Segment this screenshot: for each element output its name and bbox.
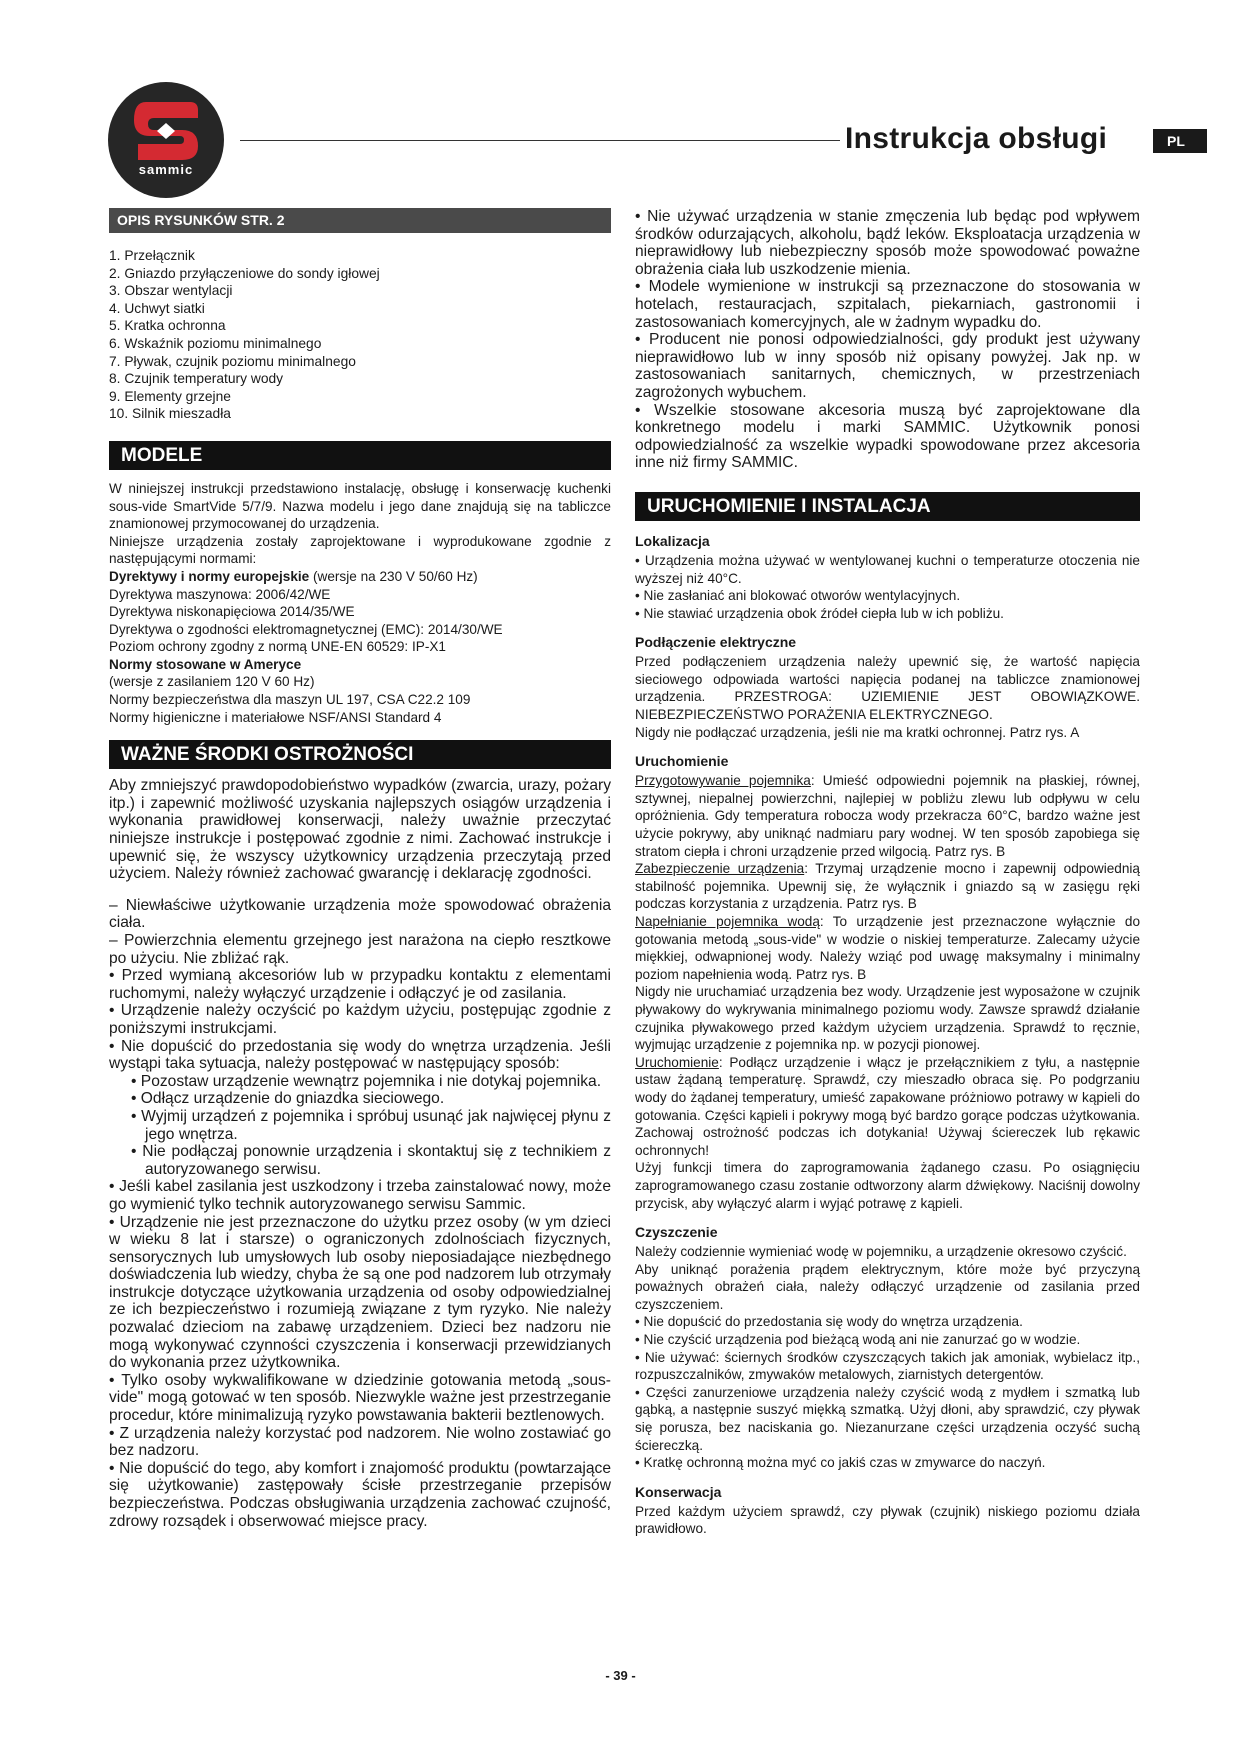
uru-label: Uruchomienie — [635, 1054, 719, 1070]
clean-line: • Części zanurzeniowe urządzenia należy czyścić wodą z mydłem i szmatką lub gąbką, a następnie suszyć miękką szmatką. Użyj dłoni, aby sprawdzić, czy pływak się porusza, bez naciskania go. Niezanurzane części urządzenia oczyść suchą ściereczką. — [635, 1384, 1140, 1453]
elektryczne-section — [635, 634, 1140, 741]
header-rule — [240, 140, 840, 141]
eu-line: Dyrektywa maszynowa: 2006/42/WE — [109, 586, 331, 602]
eu-line: Dyrektywa niskonapięciowa 2014/35/WE — [109, 604, 355, 620]
list-item: 2. Gniazdo przyłączeniowe do sondy igłowej — [109, 265, 380, 281]
list-item: 7. Pływak, czujnik poziomu minimalnego — [109, 353, 356, 369]
us-line: Normy higieniczne i materiałowe NSF/ANSI Standard 4 — [109, 709, 442, 725]
clean-text: Należy codziennie wymieniać wodę w pojemniku, a urządzenie okresowo czyścić. — [635, 1244, 1127, 1260]
precaution-sub: • Wyjmij urządzeń z pojemnika i spróbuj usunąć jak najwięcej płynu z jego wnętrza. — [131, 1107, 611, 1143]
page-number: - 39 - — [605, 1668, 636, 1683]
us-standards-heading: Normy stosowane w Ameryce — [109, 656, 302, 672]
precaution: • Modele wymienione w instrukcji są przeznaczone do stosowania w hotelach, restauracjach, szpitalach, piekarniach, gastronomii i zastosowaniach komercyjnych, ale w żadnym wypadku do. — [635, 278, 1140, 331]
nap-label: Napełnianie pojemnika wodą — [635, 914, 820, 929]
zab-paragraph — [635, 860, 1140, 913]
lokalizacja-section — [635, 533, 1140, 622]
eu-bold: Dyrektywy i normy europejskie — [109, 568, 310, 584]
prep-paragraph — [635, 772, 1140, 860]
list-item: 4. Uchwyt siatki — [109, 300, 205, 316]
list-item: 8. Czujnik temperatury wody — [109, 371, 284, 387]
precaution-sub: • Nie podłączaj ponownie urządzenia i skontaktuj się z technikiem z autoryzowanego serwisu. — [131, 1143, 611, 1178]
list-item: 5. Kratka ochronna — [109, 318, 226, 334]
parts-list — [109, 247, 611, 423]
precaution: • Urządzenie nie jest przeznaczone do użytku przez osoby (w ym dzieci w wieku 8 lat i starsze) o ograniczonych zdolnościach fizycznych, sensorycznych lub umysłowych lub osoby nieposiadające niezbędnego doświadczenia lub wiedzy, chyba że są one pod nadzorem lub otrzymały instrukcje dotyczące użytkowania urządzenia od osoby odpowiedzialnej ze ich bezpieczeństwo i rozumieją związane z tym ryzyko. Nie należy pozwalać dzieciom na zabawę urządzeniem. Dzieci bez nadzoru nie mogą wykonywać czynności czyszczenia i konserwacji przewidzianych do wykonania przez użytkownika. — [109, 1213, 611, 1372]
sammic-s-icon — [108, 82, 224, 198]
elektryczne-heading: Podłączenie elektryczne — [635, 634, 797, 651]
zab-text: : Trzymaj urządzenie mocno i zapewnij odpowiednią stabilność pojemnika. Upewnij się, że wyłącznik i gniazdo są w zasięgu ręki podczas korzystania z urządzenia. Patrz rys. B — [635, 861, 1140, 912]
precaution: • Jeśli kabel zasilania jest uszkodzony i trzeba zainstalować nowy, może go wymienić tylko technik autoryzowanego serwisu Sammic. — [109, 1178, 611, 1213]
list-item: 9. Elementy grzejne — [109, 388, 231, 404]
clean-line: • Nie dopuścić do przedostania się wody do wnętrza urządzenia. — [635, 1314, 1023, 1330]
elek-text: Przed podłączeniem urządzenia należy upewnić się, że wartość napięcia sieciowego odpowiada wartości napięcia podanej na tabliczce znamionowej urządzenia. PRZESTROGA: UZIEMIENIE JEST OBOWIĄZKOWE. NIEBEZPIECZEŃSTWO PORAŻENIA ELEKTRYCZNEGO. — [635, 654, 1140, 723]
konserwacja-text: Przed każdym użyciem sprawdź, czy pływak (czujnik) niskiego poziomu działa prawidłowo. — [635, 1503, 1140, 1537]
wazne-text — [109, 777, 611, 1530]
precaution: • Wszelkie stosowane akcesoria muszą być zaprojektowane dla konkretnego modelu i marki SAMMIC. Użytkownik ponosi odpowiedzialność za wszelkie wypadki spowodowane przez akcesoria inne niż firmy SAMMIC. — [635, 401, 1140, 472]
list-item: 3. Obszar wentylacji — [109, 283, 233, 299]
elek-text: Nigdy nie podłączać urządzenia, jeśli nie ma kratki ochronnej. Patrz rys. A — [635, 724, 1080, 740]
clean-text: Aby uniknąć porażenia prądem elektrycznym, które może być przyczyną poważnych obrażeń ciała, należy odłączyć urządzenie od zasilania przed czyszczeniem. — [635, 1261, 1140, 1312]
document-title: Instrukcja obsługi — [845, 122, 1108, 155]
clean-line: • Nie używać: ściernych środków czyszczących takich jak amoniak, wybielacz itp., rozpuszczalników, zmywaków metalowych, ziarnistych detergentów. — [635, 1349, 1140, 1383]
logo-text: sammic — [138, 162, 194, 177]
lok-line: • Nie stawiać urządzenia obok źródeł ciepła lub w ich pobliżu. — [635, 605, 1004, 621]
prep-text: : Umieść odpowiedni pojemnik na płaskiej, równej, sztywnej, niepalnej powierzchni, najlepiej w pobliżu zlewu lub odpływu w celu opróżnienia. Gdy temperatura robocza wody przekracza 60°C, bardzo ważne jest użycie pokrywy, aby uniknąć nadmiaru pary wodnej. W ten sposób zapobiega się stratom ciepła i chroni urządzenie przed wilgocią. Patrz rys. B — [635, 773, 1140, 859]
modele-text — [109, 480, 611, 726]
left-column — [109, 208, 611, 1530]
section-uruchomienie-title: URUCHOMIENIE I INSTALACJA — [635, 492, 1140, 521]
modele-intro: W niniejszej instrukcji przedstawiono instalację, obsługę i konserwację kuchenki sous-vide SmartVide 5/7/9. Nazwa modelu i jego dane znajdują się na tabliczce znamionowej przymocowanej do urządzenia. — [109, 480, 611, 532]
section-modele-title: MODELE — [109, 441, 611, 470]
uru-paragraph-2: Użyj funkcji timera do zaprogramowania żądanego czasu. Po osiągnięciu zaprogramowanego czasu zostanie odtworzony alarm dźwiękowy. Naciśnij dowolny przycisk, aby wyłączyć alarm i wyjąć potrawę z kąpieli. — [635, 1160, 1140, 1211]
precaution: • Nie używać urządzenia w stanie zmęczenia lub będąc pod wpływem środków odurzających, alkoholu, bądź leków. Eksploatacja urządzenia w nieprawidłowy lub niebezpieczny sposób może spowodować poważne obrażenia ciała lub uszkodzenie mienia. — [635, 208, 1140, 278]
clean-line: • Nie czyścić urządzenia pod bieżącą wodą ani nie zanurzać go w wodzie. — [635, 1332, 1081, 1348]
lok-line: • Nie zasłaniać ani blokować otworów wentylacyjnych. — [635, 588, 961, 604]
uru-paragraph — [635, 1054, 1140, 1160]
eu-line: Poziom ochrony zgodny z normą UNE-EN 60529: IP-X1 — [109, 639, 446, 655]
nap-text: : To urządzenie jest przeznaczone wyłącznie do gotowania metodą „sous-vide" w wodzie o niskiej temperaturze. Zalecamy użycie miękkiej, odwapnionej wody. Należy wziąć pod uwagę maksymalny i minimalny poziom napełnienia wodą. Patrz rys. B — [635, 914, 1141, 982]
start-section — [635, 753, 1140, 1212]
precaution: • Przed wymianą akcesoriów lub w przypadku kontaktu z elementami ruchomymi, należy wyłączyć urządzenie i odłączyć je od zasilania. — [109, 967, 611, 1002]
precaution: • Nie dopuścić do przedostania się wody do wnętrza urządzenia. Jeśli wystąpi taka sytuacja, należy postępować w następujący sposób: — [109, 1037, 611, 1073]
precaution-sub: • Pozostaw urządzenie wewnątrz pojemnika i nie dotykaj pojemnika. — [131, 1072, 602, 1090]
sammic-logo — [108, 82, 224, 198]
list-item: 1. Przełącznik — [109, 248, 195, 263]
section-wazne-title: WAŻNE ŚRODKI OSTROŻNOŚCI — [109, 740, 611, 769]
modele-intro2: Niniejsze urządzenia zostały zaprojektowane i wyprodukowane zgodnie z następującymi normami: — [109, 533, 611, 567]
clean-line: • Kratkę ochronną można myć co jakiś czas w zmywarce do naczyń. — [635, 1455, 1046, 1471]
lok-line: • Urządzenia można używać w wentylowanej kuchni o temperaturze otoczenia nie wyższej niż 40°C. — [635, 552, 1140, 586]
precaution: • Z urządzenia należy korzystać pod nadzorem. Nie wolno zostawiać go bez nadzoru. — [109, 1424, 611, 1460]
precaution: – Powierzchnia elementu grzejnego jest narażona na ciepło resztkowe po użyciu. Nie zbliżać rąk. — [109, 932, 611, 967]
nap-paragraph — [635, 913, 1140, 983]
list-item: 6. Wskaźnik poziomu minimalnego — [109, 335, 322, 351]
precaution: • Tylko osoby wykwalifikowane w dziedzinie gotowania metodą „sous-vide" mogą gotować w ten sposób. Niezwykle ważne jest przestrzeganie procedur, które minimalizują ryzyko powstawania bakterii beztlenowych. — [109, 1371, 611, 1425]
uru-text: : Podłącz urządzenie i włącz je przełącznikiem z tyłu, a następnie ustaw żądaną temperaturę. Sprawdź, czy mieszadło obraca się. Po podgrzaniu wody do żądanej temperatury, umieść zapakowane próżniowo potrawy w kąpieli do gotowania. Części kąpieli i pokrywy mogą być bardzo gorące podczas użytkowania. Zachowaj ostrożność podczas ich dotykania! Używaj ściereczek lub rękawic ochronnych! — [635, 1054, 1140, 1158]
section-opis-title: OPIS RYSUNKÓW STR. 2 — [109, 208, 611, 233]
language-badge: PL — [1153, 129, 1207, 153]
prep-label: Przygotowywanie pojemnika — [635, 773, 811, 789]
clean-heading: Czyszczenie — [635, 1224, 718, 1241]
eu-rest: (wersje na 230 V 50/60 Hz) — [309, 568, 478, 584]
konserwacja-section — [635, 1484, 1140, 1538]
precaution: • Urządzenie należy oczyścić po każdym użyciu, postępując zgodnie z poniższymi instrukcjami. — [109, 1002, 611, 1037]
precaution: – Niewłaściwe użytkowanie urządzenia może spowodować obrażenia ciała. — [109, 896, 611, 932]
eu-line: Dyrektywa o zgodności elektromagnetycznej (EMC): 2014/30/WE — [109, 621, 503, 637]
precaution: • Nie dopuścić do tego, aby komfort i znajomość produktu (powtarzające się użytkowanie) zastępowały ścisłe przestrzeganie przepisów bezpieczeństwa. Podczas obsługiwania urządzenia zachować czujność, zdrowy rozsądek i obserwować miejsce pracy. — [109, 1459, 611, 1530]
us-line: Normy bezpieczeństwa dla maszyn UL 197, CSA C22.2 109 — [109, 692, 471, 708]
nap-paragraph-2: Nigdy nie uruchamiać urządzenia bez wody. Urządzenie jest wyposażone w czujnik pływakowy do wykrywania minimalnego poziomu wody. Zawsze sprawdź działanie czujnika pływakowego przed każdym użyciem urządzenia. Sprawdź to ręcznie, wyjmując urządzenie z pojemnika np. w pozycji pionowej. — [635, 984, 1140, 1053]
precaution-sub: • Odłącz urządzenie do gniazdka sieciowego. — [131, 1090, 445, 1108]
clean-section — [635, 1224, 1140, 1472]
wazne-intro: Aby zmniejszyć prawdopodobieństwo wypadków (zwarcia, urazy, pożary itp.) i zapewnić możliwość uzyskania najlepszych osiągów urządzenia i wykonania prawidłowej konserwacji, należy uważnie przeczytać niniejsze instrukcje i postępować zgodnie z nimi. Zachować instrukcje i upewnić się, że wszyscy użytkownicy urządzenia przeczytają przed użyciem. Należy również zachować gwarancję i deklarację zgodności. — [109, 777, 611, 883]
start-heading: Uruchomienie — [635, 753, 729, 770]
us-line: (wersje z zasilaniem 120 V 60 Hz) — [109, 674, 315, 690]
konserwacja-heading: Konserwacja — [635, 1483, 722, 1500]
eu-standards-heading — [109, 568, 611, 586]
list-item: 10. Silnik mieszadła — [109, 406, 231, 422]
right-column — [635, 208, 1140, 1538]
zab-label: Zabezpieczenie urządzenia — [635, 861, 805, 877]
precaution: • Producent nie ponosi odpowiedzialności, gdy produkt jest używany nieprawidłowo lub w inny sposób niż opisany powyżej. Jak np. w zastosowaniach sanitarnych, chemicznych, w przestrzeniach zagrożonych wybuchem. — [635, 331, 1140, 401]
lokalizacja-heading: Lokalizacja — [635, 532, 710, 549]
